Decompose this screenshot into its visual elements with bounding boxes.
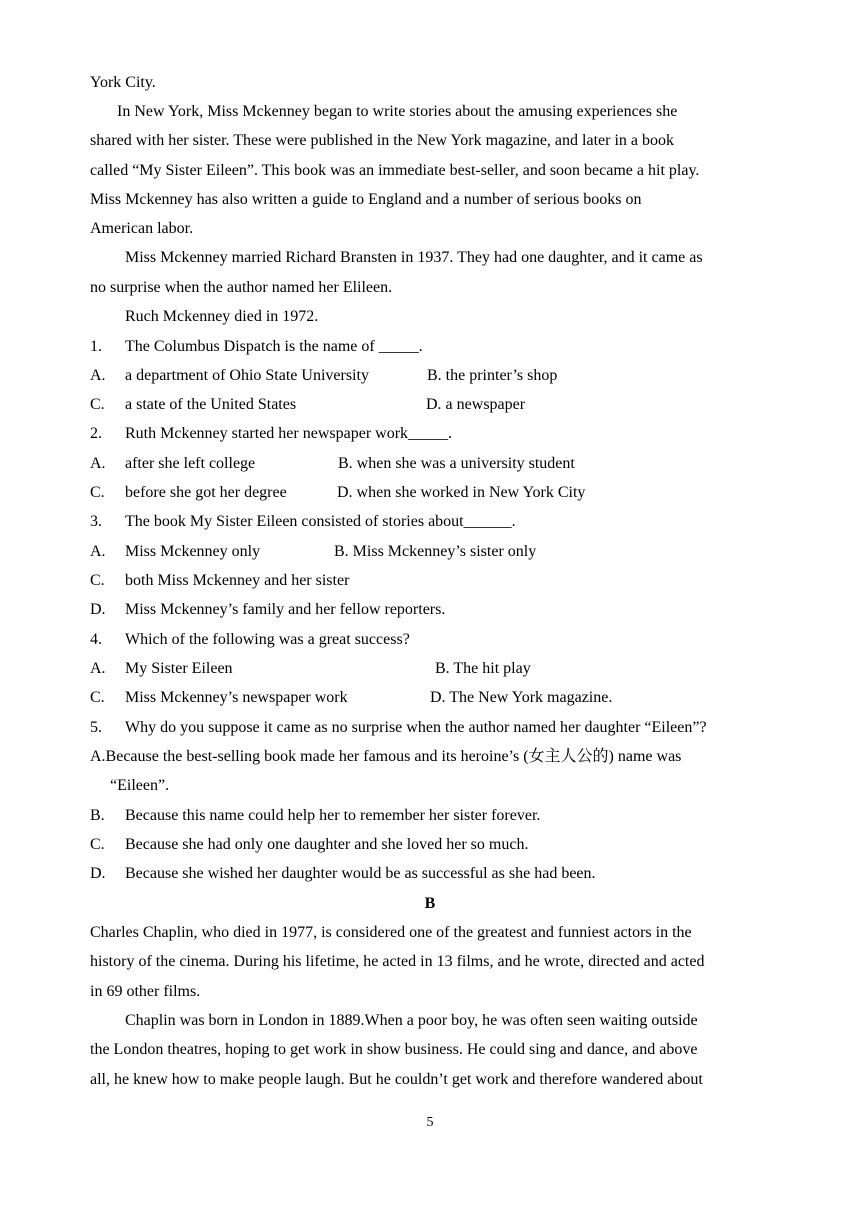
passage-line: the London theatres, hoping to get work in show business. He could sing and dance, and above [90, 1041, 698, 1058]
passage-line: Miss Mckenney has also written a guide to England and a number of serious books on [90, 191, 642, 208]
option-label: C. [90, 572, 105, 589]
passage-line: In New York, Miss Mckenney began to write stories about the amusing experiences she [117, 103, 678, 120]
option-text: Because she had only one daughter and she loved her so much. [125, 836, 529, 853]
option-text: B. The hit play [435, 660, 531, 677]
option-label: A. [90, 543, 106, 560]
option-text: both Miss Mckenney and her sister [125, 572, 350, 589]
passage-line: history of the cinema. During his lifetime, he acted in 13 films, and he wrote, directed and acted [90, 953, 705, 970]
option-text: B. the printer’s shop [427, 367, 558, 384]
passage-line: shared with her sister. These were published in the New York magazine, and later in a book [90, 132, 674, 149]
option-text: Miss Mckenney’s newspaper work [125, 689, 348, 706]
question-stem: Which of the following was a great success? [125, 631, 410, 648]
option-label: C. [90, 396, 105, 413]
passage-line: all, he knew how to make people laugh. But he couldn’t get work and therefore wandered about [90, 1071, 703, 1088]
passage-line: Chaplin was born in London in 1889.When a poor boy, he was often seen waiting outside [125, 1012, 698, 1029]
option-text: D. a newspaper [426, 396, 526, 413]
question-stem: The book My Sister Eileen consisted of stories about______. [125, 513, 516, 530]
passage-line: Charles Chaplin, who died in 1977, is considered one of the greatest and funniest actors in the [90, 924, 692, 941]
question-stem: Why do you suppose it came as no surprise when the author named her daughter “Eileen”? [125, 719, 707, 736]
option-text: B. Miss Mckenney’s sister only [334, 543, 537, 560]
page-number: 5 [426, 1115, 434, 1130]
option-text: a state of the United States [125, 396, 297, 413]
option-label: A. [90, 660, 106, 677]
option-label: C. [90, 689, 105, 706]
option-text: Miss Mckenney only [125, 543, 261, 560]
question-stem: Ruth Mckenney started her newspaper work_____. [125, 425, 453, 442]
section-heading: B [424, 895, 436, 912]
option-text: Miss Mckenney’s family and her fellow reporters. [125, 601, 446, 618]
option-label: C. [90, 836, 105, 853]
question-number: 1. [90, 338, 102, 355]
passage-line: in 69 other films. [90, 983, 201, 1000]
option-text: D. The New York magazine. [430, 689, 613, 706]
option-label: A. [90, 367, 106, 384]
option-text: after she left college [125, 455, 256, 472]
passage-line: American labor. [90, 220, 194, 237]
passage-line: York City. [90, 74, 156, 91]
option-label: B. [90, 807, 105, 824]
option-label: D. [90, 601, 106, 618]
option-text: “Eileen”. [110, 777, 170, 794]
option-text: Because she wished her daughter would be as successful as she had been. [125, 865, 596, 882]
option-label: C. [90, 484, 105, 501]
passage-line: Miss Mckenney married Richard Bransten in 1937. They had one daughter, and it came as [125, 249, 703, 266]
option-text: B. when she was a university student [338, 455, 575, 472]
passage-line: called “My Sister Eileen”. This book was an immediate best-seller, and soon became a hit play. [90, 162, 700, 179]
option-text: D. when she worked in New York City [337, 484, 586, 501]
question-stem: The Columbus Dispatch is the name of _____. [125, 338, 423, 355]
question-number: 4. [90, 631, 102, 648]
question-number: 3. [90, 513, 102, 530]
passage-line: Ruch Mckenney died in 1972. [125, 308, 319, 325]
question-number: 5. [90, 719, 102, 736]
passage-line: no surprise when the author named her Elileen. [90, 279, 393, 296]
option-text: My Sister Eileen [125, 660, 233, 677]
option-label: D. [90, 865, 106, 882]
option-text: before she got her degree [125, 484, 287, 501]
option-text: A.Because the best-selling book made her famous and its heroine’s (女主人公的) name was [90, 748, 682, 765]
question-number: 2. [90, 425, 102, 442]
option-text: Because this name could help her to remember her sister forever. [125, 807, 541, 824]
option-label: A. [90, 455, 106, 472]
option-text: a department of Ohio State University [125, 367, 369, 384]
